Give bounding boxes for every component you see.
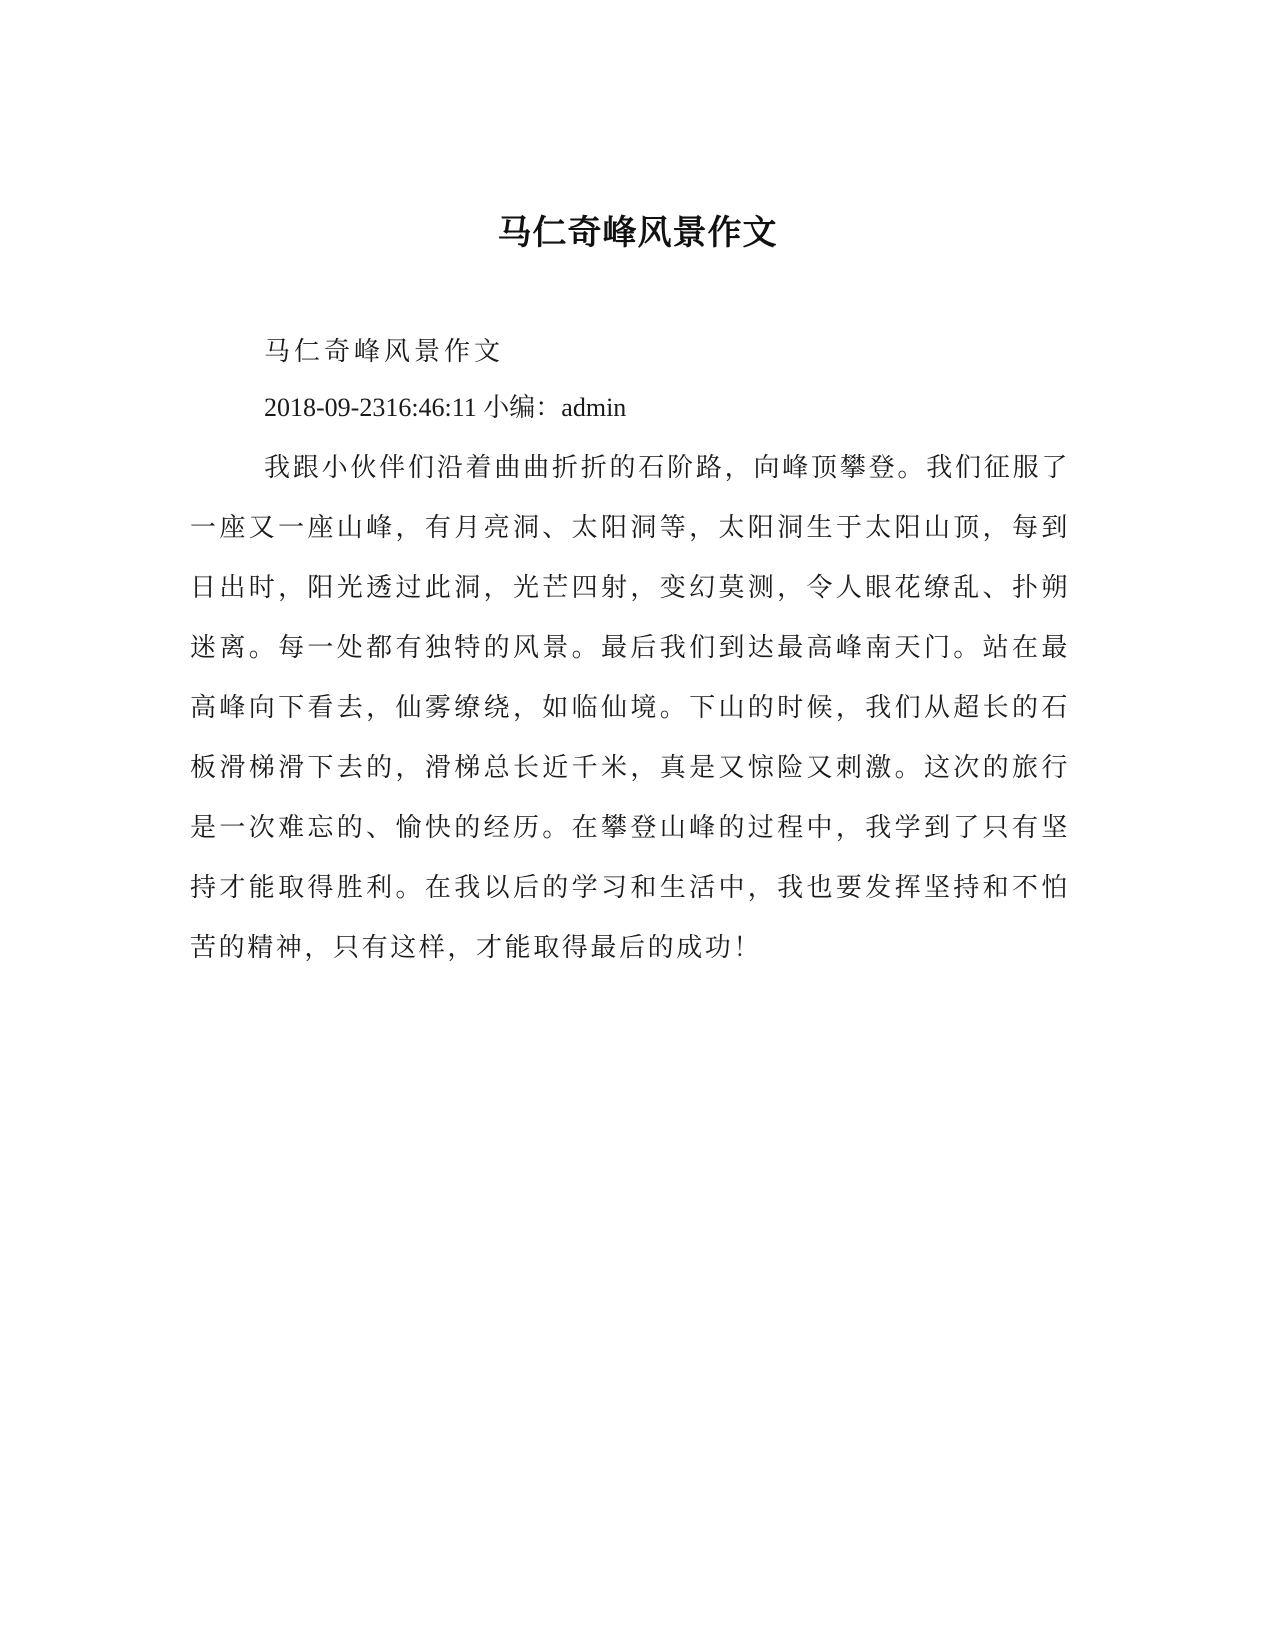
document-title: 马仁奇峰风景作文 — [497, 213, 778, 253]
document-body — [190, 330, 1070, 978]
article-meta: 2018-09-2316:46:11 小编：admin — [264, 393, 627, 422]
article-subtitle: 马仁奇峰风景作文 — [264, 337, 505, 367]
article-paragraph: 我跟小伙伴们沿着曲曲折折的石阶路，向峰顶攀登。我们征服了一座又一座山峰，有月亮洞、太阳洞等，太阳洞生于太阳山顶，每到日出时，阳光透过此洞，光芒四射，变幻莫测，令人眼花缭乱、扑朔迷离。每一处都有独特的风景。最后我们到达最高峰南天门。站在最高峰向下看去，仙雾缭绕，如临仙境。下山的时候，我们从超长的石板滑梯滑下去的，滑梯总长近千米，真是又惊险又刺激。这次的旅行是一次难忘的、愉快的经历。在攀登山峰的过程中，我学到了只有坚持才能取得胜利。在我以后的学习和生活中，我也要发挥坚持和不怕苦的精神，只有这样，才能取得最后的成功！ — [190, 453, 1070, 963]
